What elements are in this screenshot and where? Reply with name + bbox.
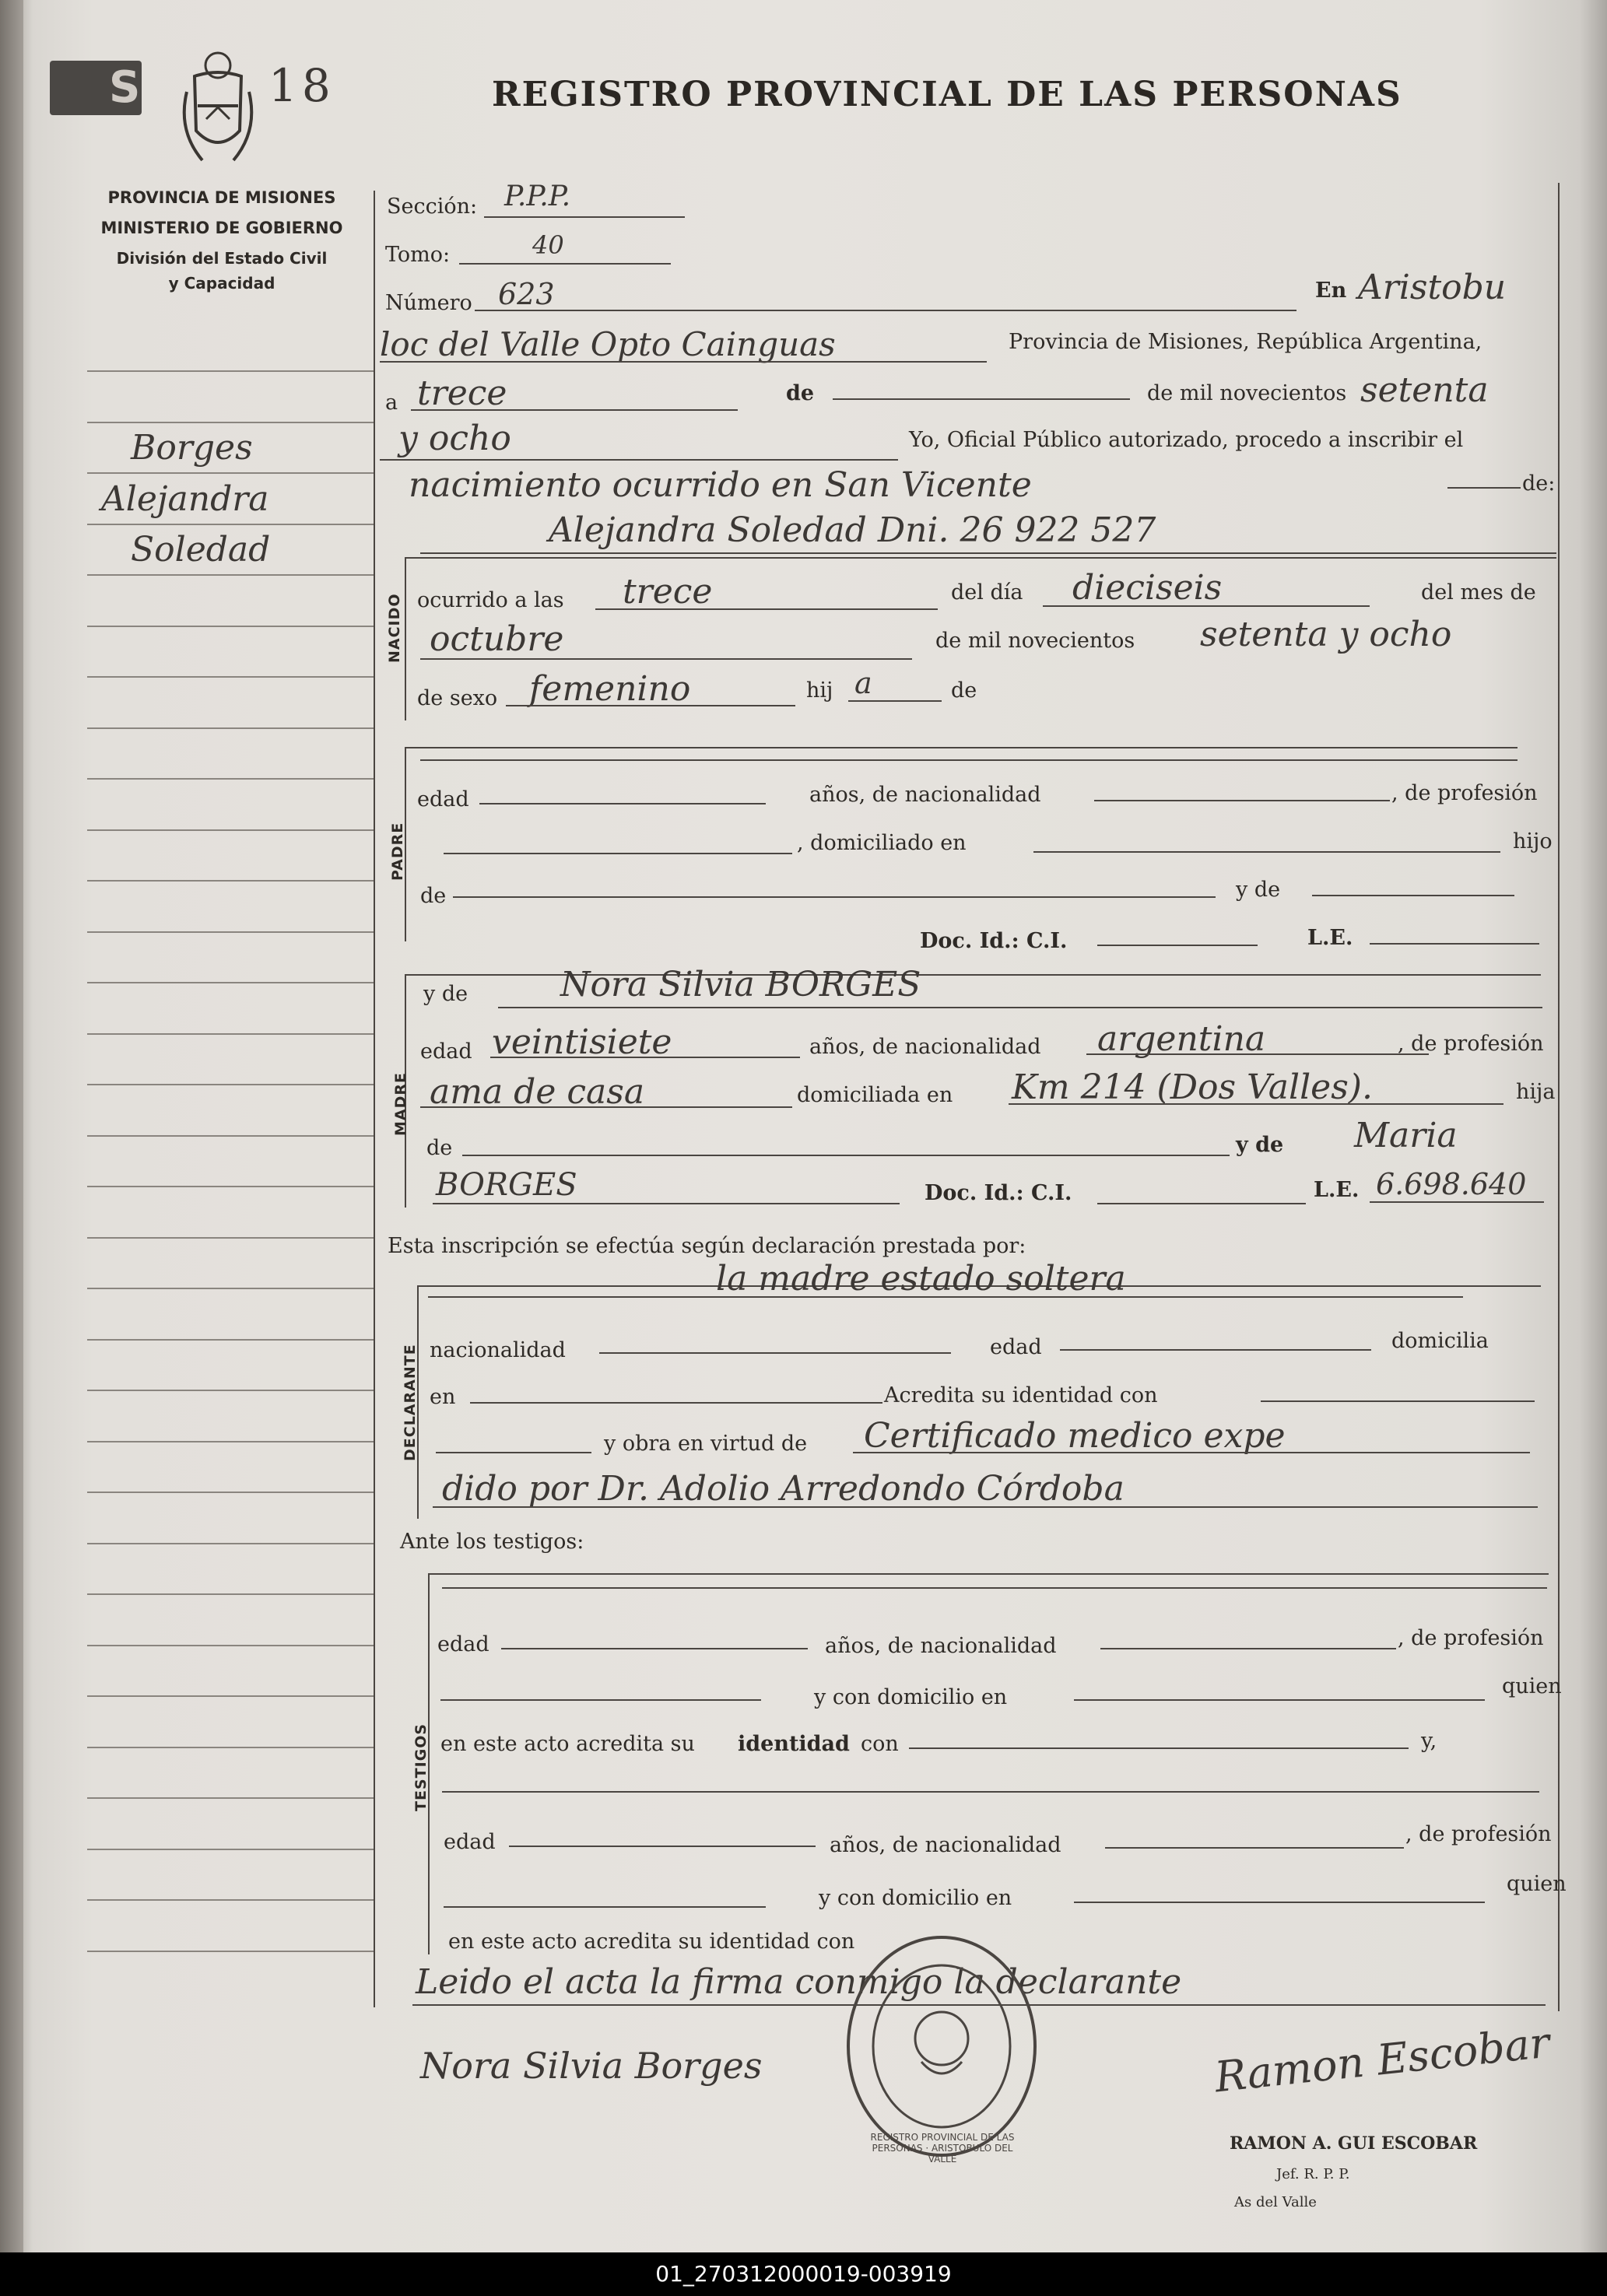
madre-y-de-label: y de	[423, 982, 468, 1006]
testigos-section-label: TESTIGOS	[412, 1723, 430, 1811]
numero-line	[475, 310, 1296, 311]
seccion-value: P.P.P.	[504, 181, 571, 212]
margin-rule	[87, 1237, 375, 1239]
declarante-obra-line	[436, 1452, 591, 1453]
testigo2-edad-line	[509, 1846, 816, 1847]
margin-surname: Borges	[131, 428, 253, 468]
testigo2-dom-line	[1074, 1902, 1485, 1903]
seal-text: REGISTRO PROVINCIAL DE LAS PERSONAS · ARISTOBULO DEL VALLE	[870, 2132, 1015, 2165]
binding-edge	[0, 0, 23, 2252]
frame-right	[1558, 183, 1560, 2011]
folio-number: 18	[268, 59, 335, 112]
testigo1-acto-b: identidad	[738, 1732, 850, 1756]
testigo1-dom-line	[1074, 1699, 1485, 1701]
testigo1-prof-line	[440, 1699, 761, 1701]
padre-prof-label: , de profesión	[1391, 781, 1538, 805]
testigo2-acto: en este acto acredita su identidad con	[448, 1930, 855, 1954]
testigo2-edad-label: edad	[444, 1830, 496, 1854]
madre-section-label: MADRE	[392, 1072, 409, 1136]
margin-rule	[87, 1849, 375, 1850]
declarante-section-label: DECLARANTE	[402, 1344, 419, 1461]
madre-doc-line	[1097, 1203, 1306, 1204]
margin-rule	[87, 626, 375, 627]
declarante-certificado: Certificado medico expe	[864, 1416, 1286, 1456]
nombre-inscripto: Alejandra Soledad Dni. 26 922 527	[549, 510, 1156, 550]
oficial-nombre: RAMON A. GUI ESCOBAR	[1230, 2133, 1478, 2154]
madre-nombre: Nora Silvia BORGES	[560, 965, 921, 1004]
seccion-label: Sección:	[387, 195, 478, 219]
hora-value: trece	[623, 572, 713, 612]
oficial-text: Yo, Oficial Público autorizado, procedo a inscribir el	[909, 428, 1464, 452]
padre-le-line	[1370, 943, 1539, 945]
testigo1-anios-label: años, de nacionalidad	[825, 1634, 1057, 1658]
madre-nac-line	[1086, 1053, 1429, 1055]
page-title: REGISTRO PROVINCIAL DE LAS PERSONAS	[492, 75, 1402, 114]
padre-domic-label: , domiciliado en	[797, 831, 967, 855]
margin-rule	[87, 727, 375, 729]
declarante-nac-line	[599, 1352, 951, 1354]
capacity-line: y Capacidad	[168, 274, 275, 293]
corner-stamp-code: S	[109, 62, 141, 113]
testigo1-name-line	[442, 1587, 1547, 1589]
padre-section-label: PADRE	[389, 822, 406, 881]
madre-le-line	[1370, 1201, 1544, 1203]
province-line: PROVINCIA DE MISIONES	[107, 188, 336, 207]
margin-rule	[87, 574, 375, 576]
padre-edad-line	[479, 803, 766, 804]
hij-label: hij	[806, 678, 833, 703]
margin-rule	[87, 1135, 375, 1137]
madre-domic-label: domiciliada en	[797, 1083, 953, 1107]
hij-de-label: de	[951, 678, 977, 703]
dia-line	[1043, 605, 1370, 607]
hij-value: a	[854, 666, 872, 700]
madre-edad-value: veintisiete	[492, 1022, 672, 1062]
leido-text: Leido el acta la firma conmigo la declarante	[416, 1962, 1182, 2002]
sexo-line	[506, 705, 795, 706]
madre-doc-label: Doc. Id.: C.I.	[925, 1181, 1072, 1205]
tomo-label: Tomo:	[385, 243, 451, 267]
nacido-bar	[405, 557, 406, 720]
mes-line	[420, 658, 912, 660]
madre-de-label: de	[426, 1136, 453, 1160]
fecha-anio: setenta	[1360, 370, 1489, 410]
tomo-line	[459, 263, 671, 265]
margin-rule	[87, 1695, 375, 1697]
margin-rule	[87, 524, 375, 525]
padre-doc-label: Doc. Id.: C.I.	[920, 929, 1068, 953]
nombre-line	[420, 552, 1556, 554]
margin-rule	[87, 1899, 375, 1901]
madre-le-label: L.E.	[1314, 1178, 1360, 1202]
margin-rule	[87, 829, 375, 831]
testigo2-prof-label: , de profesión	[1405, 1822, 1552, 1846]
tomo-value: 40	[532, 230, 564, 260]
margin-rule	[87, 370, 375, 372]
margin-rule	[87, 1543, 375, 1544]
margin-rule	[87, 472, 375, 474]
margin-rule	[87, 1593, 375, 1595]
oficial-linea3: As del Valle	[1234, 2194, 1317, 2210]
padre-de-label: de	[420, 884, 447, 908]
margin-rule	[87, 982, 375, 983]
fecha-anio2: y ocho	[398, 419, 511, 458]
testigo1-edad-line	[501, 1648, 808, 1649]
madre-edad-line	[490, 1057, 800, 1058]
madre-profesion: ama de casa	[430, 1072, 645, 1112]
declarante-obra-label: y obra en virtud de	[604, 1432, 808, 1456]
margin-rule	[87, 422, 375, 423]
padre-name-line	[420, 759, 1518, 761]
testigo2-dom-label: y con domicilio en	[819, 1886, 1012, 1910]
madre-domicilio: Km 214 (Dos Valles).	[1012, 1067, 1373, 1107]
testigo2-anios-label: años, de nacionalidad	[830, 1833, 1061, 1857]
madre-edad-label: edad	[420, 1039, 472, 1064]
margin-rule	[87, 778, 375, 780]
testigo1-dom-label: y con domicilio en	[814, 1685, 1008, 1709]
margin-rule	[87, 1186, 375, 1187]
padre-y-de-line	[1312, 895, 1514, 896]
image-id-footer: 01_270312000019-003919	[0, 2252, 1607, 2296]
padre-doc-line	[1097, 945, 1258, 946]
madre-prof-label: , de profesión	[1398, 1032, 1544, 1056]
de-mil-label: de mil novecientos	[1147, 381, 1347, 405]
padre-domic-line	[1033, 851, 1500, 853]
margin-rule	[87, 1390, 375, 1391]
padre-y-de-label: y de	[1236, 878, 1281, 902]
declarante-edad-label: edad	[990, 1335, 1042, 1359]
provincia-text: Provincia de Misiones, República Argentina,	[1009, 330, 1482, 354]
declarante-quien: la madre estado soltera	[716, 1259, 1126, 1299]
margin-given-name-2: Soledad	[131, 530, 271, 570]
declarante-domicilia-label: domicilia	[1391, 1329, 1489, 1353]
margin-rule	[87, 676, 375, 678]
testigo1-acto-a: en este acto acredita su	[440, 1732, 695, 1756]
padre-prof-line	[444, 853, 792, 854]
madre-nombre-line	[498, 1007, 1542, 1008]
margin-rule	[87, 1797, 375, 1799]
margin-rule	[87, 1033, 375, 1035]
padre-edad-label: edad	[417, 787, 469, 811]
madre-y-de2-label: y de	[1236, 1133, 1284, 1157]
margin-rule	[87, 1747, 375, 1748]
nacido-top	[405, 557, 1556, 559]
coat-of-arms-icon	[171, 45, 265, 170]
madre-anios-label: años, de nacionalidad	[809, 1035, 1041, 1059]
del-dia-label: del día	[951, 580, 1023, 605]
de-colon-label: de:	[1522, 471, 1556, 496]
testigo2-prof-line	[444, 1906, 766, 1908]
declarante-cert-line	[853, 1452, 1530, 1453]
testigo2-nac-line	[1105, 1847, 1404, 1849]
testigos-ante: Ante los testigos:	[400, 1530, 584, 1554]
padre-hijo-label: hijo	[1513, 829, 1553, 854]
fecha-anio2-line	[380, 459, 898, 461]
numero-label: Número	[385, 291, 472, 315]
firma-oficial: Ramon Escobar	[1212, 2017, 1553, 2102]
testigo1-prof-label: , de profesión	[1398, 1626, 1544, 1650]
fecha-dia-line	[411, 409, 738, 411]
lugar2-value: loc del Valle Opto Cainguas	[380, 325, 836, 363]
declarante-quien-line	[428, 1296, 1463, 1298]
declarante-cert2-line	[433, 1506, 1538, 1508]
padre-anios-label: años, de nacionalidad	[809, 783, 1041, 807]
testigo1-acto-c: con	[861, 1732, 899, 1756]
declarante-acredita-label: Acredita su identidad con	[884, 1383, 1158, 1407]
hora-line	[595, 608, 938, 610]
en-label: En	[1315, 279, 1347, 303]
dia-value: dieciseis	[1072, 568, 1223, 608]
sexo-value: femenino	[529, 669, 691, 709]
testigo1-quien-label: quien	[1502, 1674, 1562, 1698]
margin-rule	[87, 931, 375, 933]
testigo2-quien-label: quien	[1507, 1872, 1567, 1896]
ministry-line: MINISTERIO DE GOBIERNO	[100, 219, 343, 237]
padre-top	[405, 747, 1518, 748]
declarante-edad-line	[1060, 1349, 1371, 1351]
madre-abuelo-apellido: BORGES	[436, 1167, 577, 1203]
margin-rule	[87, 1951, 375, 1952]
margin-rule	[87, 1288, 375, 1289]
de-label: de	[786, 381, 815, 405]
declarante-en-line	[470, 1402, 882, 1404]
madre-le-value: 6.698.640	[1376, 1167, 1527, 1201]
margin-rule	[87, 1645, 375, 1646]
hij-line	[848, 700, 942, 702]
testigo1-nac-line	[1100, 1648, 1396, 1649]
madre-madre-nombre: Maria	[1354, 1116, 1458, 1155]
declarante-nac-label: nacionalidad	[430, 1338, 566, 1362]
madre-hija-label: hija	[1516, 1080, 1556, 1104]
madre-nacionalidad: argentina	[1097, 1019, 1266, 1059]
mes-value: octubre	[430, 619, 564, 659]
padre-de-line	[453, 896, 1216, 898]
madre-de-line	[462, 1155, 1230, 1156]
anio-value: setenta y ocho	[1200, 615, 1452, 654]
ocurrido-label: ocurrido a las	[417, 588, 564, 612]
declarante-intro: Esta inscripción se efectúa según declaración prestada por:	[388, 1234, 1026, 1258]
madre-domic-line	[1009, 1103, 1503, 1105]
margin-rule	[87, 1339, 375, 1341]
margin-rule	[87, 1492, 375, 1493]
lugar2-line	[380, 361, 987, 363]
numero-value: 623	[498, 277, 555, 311]
declarante-acredita-line	[1261, 1400, 1535, 1402]
testigos-top	[428, 1573, 1549, 1575]
hecho-value: nacimiento ocurrido en San Vicente	[409, 465, 1032, 505]
oficial-linea2: Jef. R. P. P.	[1276, 2166, 1350, 2182]
declarante-en-label: en	[430, 1385, 456, 1409]
a-label: a	[385, 391, 398, 415]
testigo1-coma-y: y,	[1421, 1729, 1437, 1753]
nacido-section-label: NACIDO	[386, 593, 403, 663]
lugar-value: Aristobu	[1358, 268, 1507, 307]
margin-given-name-1: Alejandra	[101, 479, 269, 519]
del-mes-label: del mes de	[1421, 580, 1536, 605]
registry-seal-icon	[840, 1930, 1043, 2163]
seccion-line	[484, 216, 685, 218]
sexo-label: de sexo	[417, 686, 498, 710]
margin-rule	[87, 880, 375, 882]
padre-le-label: L.E.	[1307, 926, 1353, 950]
madre-abuelo-line	[433, 1203, 900, 1204]
declarante-certificado2: dido por Dr. Adolio Arredondo Córdoba	[442, 1469, 1125, 1509]
division-line: División del Estado Civil	[116, 249, 328, 268]
fecha-dia: trece	[417, 373, 507, 413]
testigo1-acto-line	[909, 1747, 1409, 1749]
hecho-line	[1447, 487, 1521, 489]
testigo1-edad-label: edad	[437, 1632, 489, 1656]
firma-madre: Nora Silvia Borges	[420, 2045, 763, 2087]
de-mil-2-label: de mil novecientos	[935, 629, 1135, 653]
margin-rule	[87, 1084, 375, 1085]
padre-nac-line	[1094, 800, 1390, 801]
margin-rule	[87, 1441, 375, 1442]
testigo2-name-line	[442, 1791, 1539, 1793]
fecha-mes-line	[833, 398, 1130, 400]
frame-left	[374, 191, 375, 2007]
madre-prof-line	[420, 1106, 792, 1108]
